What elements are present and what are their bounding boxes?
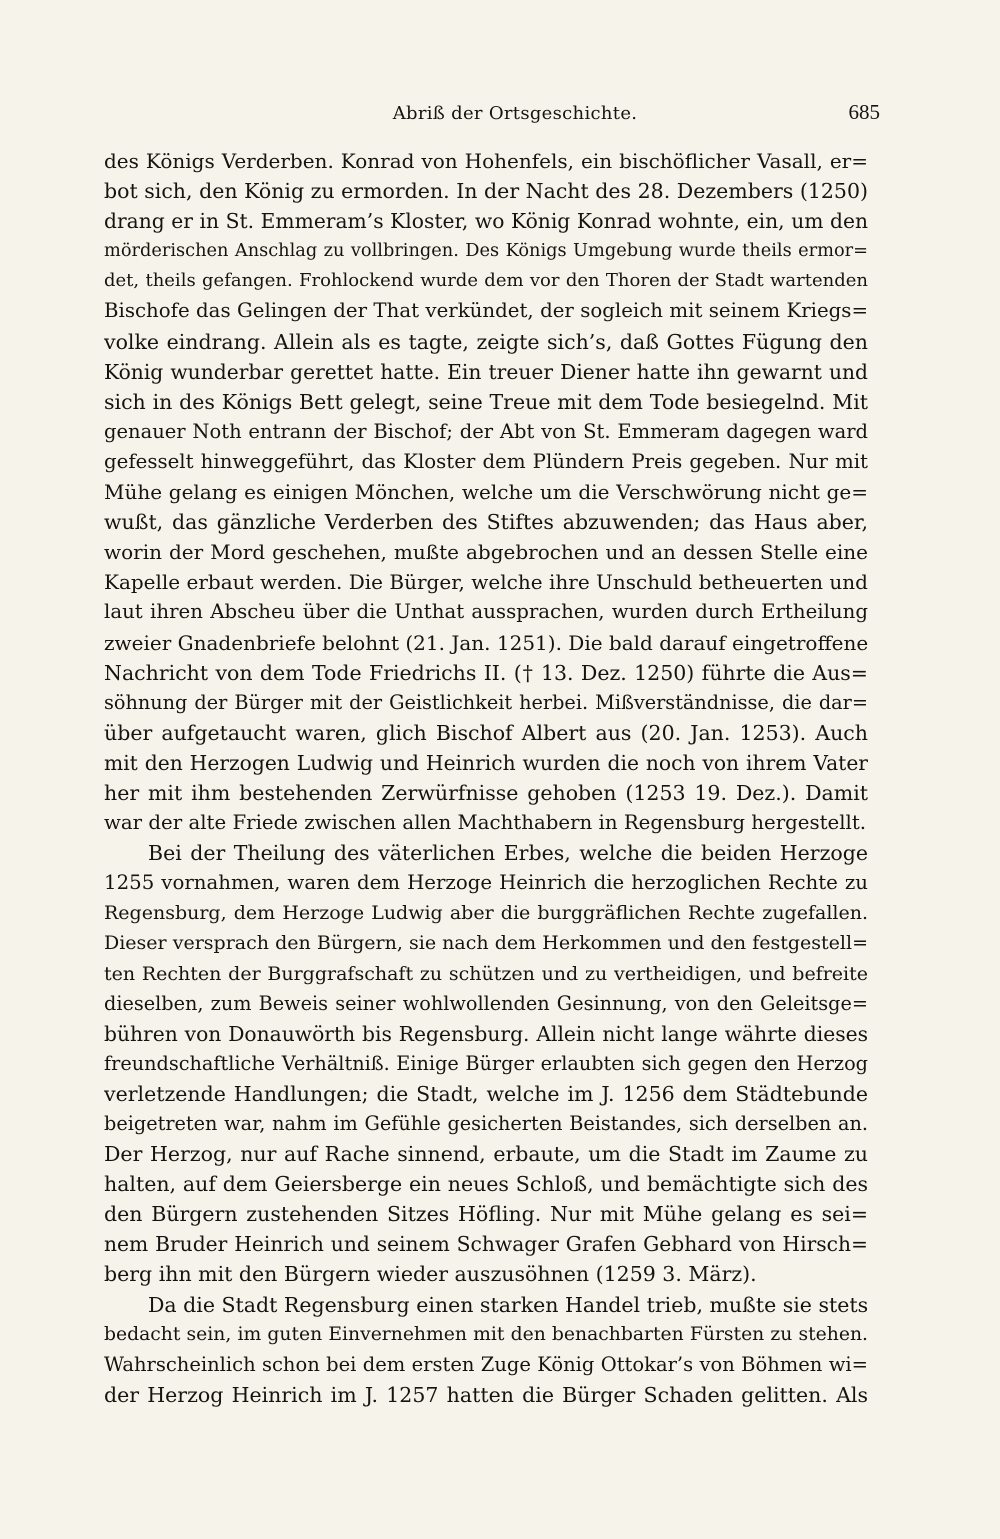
- text-line: Bischofe das Gelingen der That verkündet, der sogleich mit seinem Kriegs=: [104, 299, 868, 323]
- text-line: her mit ihm bestehenden Zerwürfnisse gehoben (1253 19. Dez.). Damit: [104, 780, 868, 805]
- text-line: beigetreten war, nahm im Gefühle gesicherten Beistandes, sich derselben an.: [104, 1112, 868, 1135]
- text-line: söhnung der Bürger mit der Geistlichkeit herbei. Mißverständnisse, die dar=: [104, 690, 868, 714]
- text-line: sich in des Königs Bett gelegt, seine Treue mit dem Tode besiegelnd. Mit: [104, 389, 868, 414]
- text-line: Da die Stadt Regensburg einen starken Handel trieb, mußte sie stets: [148, 1292, 868, 1317]
- text-line: bedacht sein, im guten Einvernehmen mit den benachbarten Fürsten zu stehen.: [104, 1323, 868, 1345]
- text-line: Nachricht von dem Tode Friedrichs II. († 13. Dez. 1250) führte die Aus=: [104, 660, 868, 685]
- text-line: König wunderbar gerettet hatte. Ein treuer Diener hatte ihn gewarnt und: [104, 359, 868, 384]
- body-text: [104, 146, 868, 1410]
- text-line: genauer Noth entrann der Bischof; der Abt von St. Emmeram dagegen ward: [104, 419, 868, 443]
- text-line: den Bürgern zustehenden Sitzes Höfling. Nur mit Mühe gelang es sei=: [104, 1202, 868, 1227]
- text-line: der Herzog Heinrich im J. 1257 hatten die Bürger Schaden gelitten. Als: [104, 1382, 868, 1407]
- text-line: drang er in St. Emmeram’s Kloster, wo König Konrad wohnte, ein, um den: [104, 209, 868, 234]
- text-line: Dieser versprach den Bürgern, sie nach dem Herkommen und den festgestell=: [104, 932, 868, 955]
- text-line: halten, auf dem Geiersberge ein neues Schloß, und bemächtigte sich des: [104, 1172, 868, 1197]
- text-line: über aufgetaucht waren, glich Bischof Albert aus (20. Jan. 1253). Auch: [104, 720, 868, 745]
- text-line: ten Rechten der Burggrafschaft zu schützen und zu vertheidigen, und befreite: [104, 962, 868, 985]
- text-line: zweier Gnadenbriefe belohnt (21. Jan. 1251). Die bald darauf eingetroffene: [104, 630, 868, 655]
- text-line: 1255 vornahmen, waren dem Herzoge Heinrich die herzoglichen Rechte zu: [104, 871, 868, 895]
- text-line: Mühe gelang es einigen Mönchen, welche um die Verschwörung nicht ge=: [104, 480, 868, 505]
- text-line: nem Bruder Heinrich und seinem Schwager Grafen Gebhard von Hirsch=: [104, 1232, 868, 1257]
- page-number: 685: [848, 100, 880, 124]
- text-line: war der alte Friede zwischen allen Machthabern in Regensburg hergestellt.: [104, 811, 867, 835]
- text-line: freundschaftliche Verhältniß. Einige Bürger erlaubten sich gegen den Herzog: [104, 1051, 868, 1075]
- text-line: det, theils gefangen. Frohlockend wurde dem vor den Thoren der Stadt wartenden: [104, 270, 868, 292]
- text-line: volke eindrang. Allein als es tagte, zeigte sich’s, daß Gottes Fügung den: [104, 329, 868, 354]
- text-line: Kapelle erbaut werden. Die Bürger, welche ihre Unschuld betheuerten und: [104, 570, 868, 595]
- text-line: Der Herzog, nur auf Rache sinnend, erbaute, um die Stadt im Zaume zu: [104, 1142, 868, 1167]
- running-head: Abriß der Ortsgeschichte.: [392, 103, 638, 124]
- text-line: bot sich, den König zu ermorden. In der Nacht des 28. Dezembers (1250): [104, 179, 868, 204]
- text-line: worin der Mord geschehen, mußte abgebrochen und an dessen Stelle eine: [104, 540, 868, 565]
- text-line: verletzende Handlungen; die Stadt, welche im J. 1256 dem Städtebunde: [104, 1081, 868, 1106]
- text-line: bühren von Donauwörth bis Regensburg. Allein nicht lange währte dieses: [104, 1021, 868, 1046]
- text-line: laut ihren Abscheu über die Unthat aussprachen, wurden durch Ertheilung: [104, 600, 868, 624]
- text-line: berg ihn mit den Bürgern wieder auszusöhnen (1259 3. März).: [104, 1262, 757, 1287]
- text-line: dieselben, zum Beweis seiner wohlwollenden Gesinnung, von den Geleitsge=: [104, 991, 868, 1015]
- text-line: Bei der Theilung des väterlichen Erbes, welche die beiden Herzoge: [148, 841, 868, 866]
- text-line: des Königs Verderben. Konrad von Hohenfels, ein bischöflicher Vasall, er=: [104, 149, 868, 173]
- text-line: mit den Herzogen Ludwig und Heinrich wurden die noch von ihrem Vater: [104, 750, 868, 775]
- text-line: mörderischen Anschlag zu vollbringen. Des Königs Umgebung wurde theils ermor=: [104, 241, 868, 262]
- text-line: Regensburg, dem Herzoge Ludwig aber die burggräflichen Rechte zugefallen.: [104, 902, 868, 925]
- text-line: Wahrscheinlich schon bei dem ersten Zuge König Ottokar’s von Böhmen wi=: [104, 1352, 868, 1376]
- text-line: gefesselt hinweggeführt, das Kloster dem Plündern Preis gegeben. Nur mit: [104, 449, 868, 473]
- text-line: wußt, das gänzliche Verderben des Stiftes abzuwenden; das Haus aber,: [104, 510, 868, 535]
